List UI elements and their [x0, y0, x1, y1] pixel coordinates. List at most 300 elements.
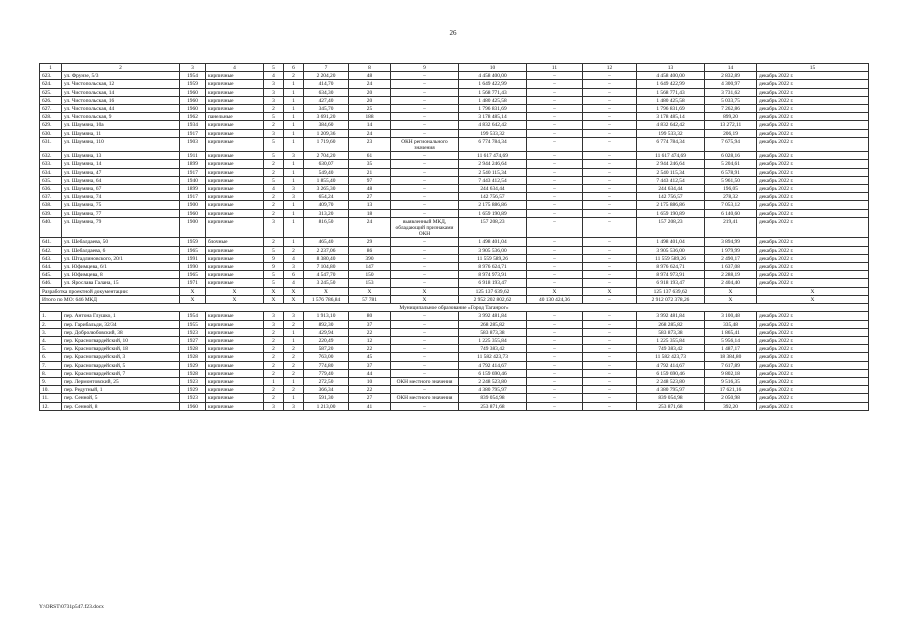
table-cell: –: [583, 336, 637, 344]
table-cell: –: [391, 88, 459, 96]
table-row: [40, 121, 869, 129]
table-cell: 196,05: [705, 185, 757, 193]
page-number: 26: [449, 29, 457, 37]
table-cell: 2 912 072 378,26: [637, 295, 705, 303]
table-cell: –: [527, 369, 583, 377]
table-cell: 8 380,40: [304, 254, 349, 262]
table-cell: –: [583, 328, 637, 336]
table-cell: –: [583, 160, 637, 168]
table-cell: 2 404,40: [705, 279, 757, 287]
table-cell: 4: [284, 279, 304, 287]
table-row: [40, 88, 869, 96]
column-number-cell: 4: [206, 64, 264, 72]
table-cell: 11 582 423,73: [459, 353, 527, 361]
table-cell: 1 568 771,43: [459, 88, 527, 96]
column-number-cell: 10: [459, 64, 527, 72]
table-cell: –: [583, 254, 637, 262]
table-cell: –: [583, 394, 637, 402]
table-cell: 40 130 424,36: [527, 295, 583, 303]
table-cell: 3 894,99: [705, 238, 757, 246]
table-cell: 1 979,99: [705, 246, 757, 254]
table-cell: 1: [284, 80, 304, 88]
table-cell: 1 498 401,04: [459, 238, 527, 246]
table-cell: декабрь 2022 г.: [757, 328, 869, 336]
table-cell: 7 443 412,54: [637, 176, 705, 184]
table-cell: кирпичные: [206, 105, 264, 113]
table-cell: 627.: [40, 105, 62, 113]
table-cell: 3: [284, 185, 304, 193]
table-cell: 1 498 401,04: [637, 238, 705, 246]
table-cell: 583 873,38: [459, 328, 527, 336]
column-number-cell: 12: [583, 64, 637, 72]
table-cell: 1: [284, 176, 304, 184]
table-cell: 899,20: [705, 113, 757, 121]
table-cell: 779,40: [304, 369, 349, 377]
table-cell: ул. Шебалдаева, 50: [62, 238, 180, 246]
table-cell: –: [391, 238, 459, 246]
table-cell: X: [705, 295, 757, 303]
table-cell: 639.: [40, 209, 62, 217]
table-cell: 2: [264, 238, 284, 246]
table-cell: 1923: [180, 394, 206, 402]
table-cell: X: [180, 287, 206, 295]
table-cell: 628.: [40, 113, 62, 121]
table-cell: 390: [349, 254, 391, 262]
table-cell: 3: [264, 129, 284, 137]
table-cell: –: [583, 263, 637, 271]
table-cell: 11 559 589,26: [459, 254, 527, 262]
table-cell: 1: [284, 394, 304, 402]
table-cell: –: [527, 312, 583, 320]
table-cell: ОКН местного значения: [391, 377, 459, 385]
table-cell: кирпичные: [206, 88, 264, 96]
table-cell: 1 796 831,69: [637, 105, 705, 113]
table-cell: 3: [264, 312, 284, 320]
table-cell: –: [583, 137, 637, 151]
table-cell: 1: [284, 113, 304, 121]
table-cell: –: [583, 121, 637, 129]
table-row: [40, 369, 869, 377]
table-cell: 1960: [180, 105, 206, 113]
table-cell: –: [527, 121, 583, 129]
table-cell: 2 944 246,64: [637, 160, 705, 168]
table-cell: выявленный МКД, обладающий признаками ОКН: [391, 217, 459, 238]
table-row: [40, 312, 869, 320]
table-cell: декабрь 2022 г.: [757, 238, 869, 246]
table-cell: –: [527, 402, 583, 410]
table-cell: 1990: [180, 263, 206, 271]
table-cell: 2: [284, 246, 304, 254]
table-cell: 253 871,68: [637, 402, 705, 410]
table-cell: 1: [284, 168, 304, 176]
table-cell: 345,70: [304, 105, 349, 113]
table-cell: 2: [264, 201, 284, 209]
table-row: [40, 386, 869, 394]
column-number-cell: 9: [391, 64, 459, 72]
table-cell: 583 873,38: [637, 328, 705, 336]
table-cell: –: [391, 129, 459, 137]
table-cell: –: [391, 361, 459, 369]
table-cell: 1: [284, 336, 304, 344]
table-cell: 44: [349, 369, 391, 377]
table-cell: –: [527, 129, 583, 137]
table-cell: 1: [284, 129, 304, 137]
table-cell: –: [391, 386, 459, 394]
table-row: [40, 336, 869, 344]
table-cell: 4 832 642,42: [459, 121, 527, 129]
table-row: [40, 402, 869, 410]
table-cell: ул. Шаумяна, 13: [62, 152, 180, 160]
table-cell: 549,40: [304, 168, 349, 176]
table-cell: кирпичные: [206, 377, 264, 385]
table-cell: ул. Шаумяна, 11: [62, 129, 180, 137]
table-cell: ул. Шаумяна, 79: [62, 217, 180, 238]
section-title: Муниципальное образование «Город Таганрог»: [40, 304, 869, 312]
table-cell: 626.: [40, 96, 62, 104]
table-cell: 2 237,06: [304, 246, 349, 254]
table-cell: –: [583, 168, 637, 176]
table-cell: 17 621,16: [705, 386, 757, 394]
table-cell: кирпичные: [206, 361, 264, 369]
table-cell: 892,30: [304, 320, 349, 328]
table-cell: 14: [349, 121, 391, 129]
table-cell: 1900: [180, 217, 206, 238]
table-cell: 2: [264, 328, 284, 336]
table-cell: ул. Шаумяна, 77: [62, 209, 180, 217]
table-row: [40, 105, 869, 113]
table-cell: декабрь 2022 г.: [757, 217, 869, 238]
table-cell: ул. Шаумяна, 75: [62, 201, 180, 209]
table-cell: блочные: [206, 238, 264, 246]
table-cell: декабрь 2022 г.: [757, 254, 869, 262]
table-cell: –: [527, 96, 583, 104]
table-cell: X: [757, 287, 869, 295]
table-cell: –: [527, 345, 583, 353]
table-cell: 37: [349, 320, 391, 328]
table-cell: –: [583, 201, 637, 209]
table-cell: X: [180, 295, 206, 303]
table-cell: кирпичные: [206, 209, 264, 217]
table-cell: 2 248 523,80: [459, 377, 527, 385]
table-cell: 9: [264, 254, 284, 262]
table-cell: кирпичные: [206, 201, 264, 209]
table-cell: кирпичные: [206, 176, 264, 184]
table-body: [40, 64, 869, 411]
table-cell: 2: [264, 345, 284, 353]
table-cell: –: [527, 105, 583, 113]
table-cell: ул. Шаумяна, 14: [62, 160, 180, 168]
table-cell: –: [527, 217, 583, 238]
table-cell: 1959: [180, 80, 206, 88]
table-cell: 6 028,16: [705, 152, 757, 160]
table-cell: 150: [349, 271, 391, 279]
table-cell: декабрь 2022 г.: [757, 263, 869, 271]
table-cell: 3 905 536,00: [637, 246, 705, 254]
table-cell: 2: [264, 361, 284, 369]
total-label: Итого по МО: 646 МКД: [40, 295, 180, 303]
table-cell: 2: [264, 121, 284, 129]
table-cell: 9 802,18: [705, 369, 757, 377]
table-cell: 1971: [180, 279, 206, 287]
table-cell: 1899: [180, 185, 206, 193]
table-cell: 623.: [40, 72, 62, 80]
table-cell: –: [583, 238, 637, 246]
table-cell: декабрь 2022 г.: [757, 209, 869, 217]
table-row: [40, 96, 869, 104]
table-cell: 142 756,57: [637, 193, 705, 201]
table-cell: 763,00: [304, 353, 349, 361]
table-cell: 5 961,50: [705, 176, 757, 184]
table-cell: 86: [349, 246, 391, 254]
table-cell: декабрь 2022 г.: [757, 377, 869, 385]
table-cell: –: [391, 369, 459, 377]
table-cell: 4 458 400,00: [459, 72, 527, 80]
table-cell: 27: [349, 394, 391, 402]
table-row: [40, 353, 869, 361]
table-row: [40, 209, 869, 217]
table-cell: 2: [284, 361, 304, 369]
table-cell: –: [583, 312, 637, 320]
table-cell: –: [527, 320, 583, 328]
table-cell: 268 285,82: [637, 320, 705, 328]
table-cell: –: [527, 328, 583, 336]
table-cell: кирпичные: [206, 328, 264, 336]
table-cell: 2: [284, 353, 304, 361]
table-cell: 3: [264, 217, 284, 238]
table-cell: 1991: [180, 254, 206, 262]
table-cell: 1 576 786,84: [304, 295, 349, 303]
table-cell: –: [391, 336, 459, 344]
table-cell: –: [391, 246, 459, 254]
table-cell: 1965: [180, 246, 206, 254]
table-cell: –: [527, 152, 583, 160]
table-cell: 1 568 771,43: [637, 88, 705, 96]
table-cell: 48: [349, 72, 391, 80]
table-cell: 640.: [40, 217, 62, 238]
table-cell: кирпичные: [206, 263, 264, 271]
table-row: [40, 345, 869, 353]
table-cell: 3: [264, 88, 284, 96]
table-cell: кирпичные: [206, 193, 264, 201]
table-cell: 3: [284, 152, 304, 160]
table-cell: кирпичные: [206, 80, 264, 88]
table-cell: –: [583, 377, 637, 385]
table-cell: 1929: [180, 386, 206, 394]
table-row: [40, 168, 869, 176]
table-row: [40, 152, 869, 160]
table-cell: –: [391, 193, 459, 201]
table-cell: –: [527, 201, 583, 209]
table-cell: –: [391, 279, 459, 287]
table-cell: 635.: [40, 176, 62, 184]
table-cell: 2 540 115,34: [637, 168, 705, 176]
table-cell: декабрь 2022 г.: [757, 113, 869, 121]
table-cell: 3: [284, 263, 304, 271]
table-cell: 1: [284, 209, 304, 217]
table-cell: –: [583, 185, 637, 193]
table-cell: –: [527, 336, 583, 344]
table-cell: 1: [284, 121, 304, 129]
table-cell: 3 178 485,14: [459, 113, 527, 121]
table-cell: –: [583, 72, 637, 80]
table-cell: 253 871,68: [459, 402, 527, 410]
table-cell: X: [206, 295, 264, 303]
column-number-cell: 5: [264, 64, 284, 72]
table-cell: ул. Шаумяна, 47: [62, 168, 180, 176]
table-cell: 6.: [40, 353, 62, 361]
table-cell: 12: [349, 336, 391, 344]
table-cell: –: [583, 217, 637, 238]
table-cell: 631.: [40, 137, 62, 151]
table-cell: 3: [264, 96, 284, 104]
table-cell: 313,20: [304, 209, 349, 217]
table-cell: 4: [264, 72, 284, 80]
table-cell: 13 272,11: [705, 121, 757, 129]
table-cell: 3: [284, 402, 304, 410]
table-cell: 157 208,23: [459, 217, 527, 238]
table-cell: 2: [284, 72, 304, 80]
table-cell: –: [527, 377, 583, 385]
table-cell: 22: [349, 328, 391, 336]
table-cell: 2 704,20: [304, 152, 349, 160]
table-cell: 2: [264, 193, 284, 201]
table-cell: 1 213,00: [304, 402, 349, 410]
table-cell: 1: [284, 105, 304, 113]
table-cell: декабрь 2022 г.: [757, 271, 869, 279]
table-cell: 3 178 485,14: [637, 113, 705, 121]
table-cell: 2: [264, 386, 284, 394]
table-cell: 3: [264, 80, 284, 88]
table-cell: 125 137 639,62: [637, 287, 705, 295]
table-cell: 2 204,20: [304, 72, 349, 80]
table-cell: 1965: [180, 271, 206, 279]
table-cell: 4: [264, 185, 284, 193]
table-cell: 125 137 639,62: [459, 287, 527, 295]
table-cell: 6 159 690,46: [637, 369, 705, 377]
table-cell: декабрь 2022 г.: [757, 336, 869, 344]
column-number-cell: 6: [284, 64, 304, 72]
table-cell: 427,40: [304, 96, 349, 104]
table-cell: 2: [264, 105, 284, 113]
table-cell: 2.: [40, 320, 62, 328]
table-cell: 2: [264, 209, 284, 217]
table-cell: 3.: [40, 328, 62, 336]
table-cell: кирпичные: [206, 353, 264, 361]
table-cell: пер. Редутный, 1: [62, 386, 180, 394]
table-cell: декабрь 2022 г.: [757, 312, 869, 320]
table-cell: –: [391, 312, 459, 320]
table-cell: X: [264, 295, 284, 303]
table-cell: 1962: [180, 113, 206, 121]
table-cell: 2 832,89: [705, 72, 757, 80]
table-row: [40, 217, 869, 238]
table-cell: кирпичные: [206, 129, 264, 137]
table-cell: декабрь 2022 г.: [757, 88, 869, 96]
table-row: [40, 279, 869, 287]
table-cell: 8 974 973,91: [459, 271, 527, 279]
table-cell: –: [527, 254, 583, 262]
table-cell: –: [583, 96, 637, 104]
table-cell: 1903: [180, 137, 206, 151]
table-cell: кирпичные: [206, 279, 264, 287]
table-cell: 1: [284, 88, 304, 96]
table-cell: 638.: [40, 201, 62, 209]
table-cell: пер. Сенной, 8: [62, 402, 180, 410]
table-cell: 1: [284, 377, 304, 385]
table-cell: кирпичные: [206, 160, 264, 168]
table-cell: 11 582 423,73: [637, 353, 705, 361]
table-cell: –: [527, 88, 583, 96]
table-cell: 1954: [180, 72, 206, 80]
table-cell: ул. Чистопольская, 12: [62, 80, 180, 88]
table-cell: 3 905 536,00: [459, 246, 527, 254]
table-cell: кирпичные: [206, 271, 264, 279]
table-cell: –: [527, 209, 583, 217]
table-cell: 1928: [180, 369, 206, 377]
table-cell: декабрь 2022 г.: [757, 345, 869, 353]
table-cell: 24: [349, 80, 391, 88]
total-row: [40, 295, 869, 303]
table-cell: X: [527, 287, 583, 295]
table-cell: –: [583, 295, 637, 303]
table-row: [40, 176, 869, 184]
table-cell: –: [527, 246, 583, 254]
table-cell: 1928: [180, 353, 206, 361]
table-row: [40, 361, 869, 369]
table-cell: 8.: [40, 369, 62, 377]
table-cell: –: [527, 361, 583, 369]
table-row: [40, 271, 869, 279]
table-cell: 147: [349, 263, 391, 271]
table-cell: –: [391, 271, 459, 279]
table-cell: кирпичные: [206, 394, 264, 402]
table-cell: ул. Чистопольская, 9: [62, 113, 180, 121]
table-cell: кирпичные: [206, 254, 264, 262]
table-cell: 465,40: [304, 238, 349, 246]
table-cell: –: [391, 320, 459, 328]
table-cell: декабрь 2022 г.: [757, 361, 869, 369]
column-number-cell: 15: [757, 64, 869, 72]
table-cell: 3: [264, 320, 284, 328]
table-cell: 20: [349, 88, 391, 96]
table-cell: 2: [264, 394, 284, 402]
table-cell: 22: [349, 386, 391, 394]
table-cell: 27: [349, 193, 391, 201]
table-cell: 11 617 474,69: [637, 152, 705, 160]
table-cell: 206,19: [705, 129, 757, 137]
table-cell: ул. Шаумяна, 74: [62, 193, 180, 201]
table-cell: 244 634,44: [459, 185, 527, 193]
table-cell: пер. Лермонтовский, 25: [62, 377, 180, 385]
table-cell: 11 617 474,69: [459, 152, 527, 160]
table-cell: 1923: [180, 328, 206, 336]
table-cell: –: [583, 353, 637, 361]
table-cell: кирпичные: [206, 336, 264, 344]
table-cell: X: [264, 287, 284, 295]
table-cell: 1 487,17: [705, 345, 757, 353]
table-cell: –: [583, 129, 637, 137]
table-cell: –: [583, 345, 637, 353]
table-cell: 591,30: [304, 394, 349, 402]
table-cell: 7 262,86: [705, 105, 757, 113]
table-cell: X: [284, 287, 304, 295]
table-cell: 1: [284, 160, 304, 168]
table-cell: 157 208,23: [637, 217, 705, 238]
table-cell: –: [527, 137, 583, 151]
column-number-cell: 14: [705, 64, 757, 72]
table-cell: декабрь 2022 г.: [757, 80, 869, 88]
table-cell: пер. Красногвардейский, 10: [62, 336, 180, 344]
